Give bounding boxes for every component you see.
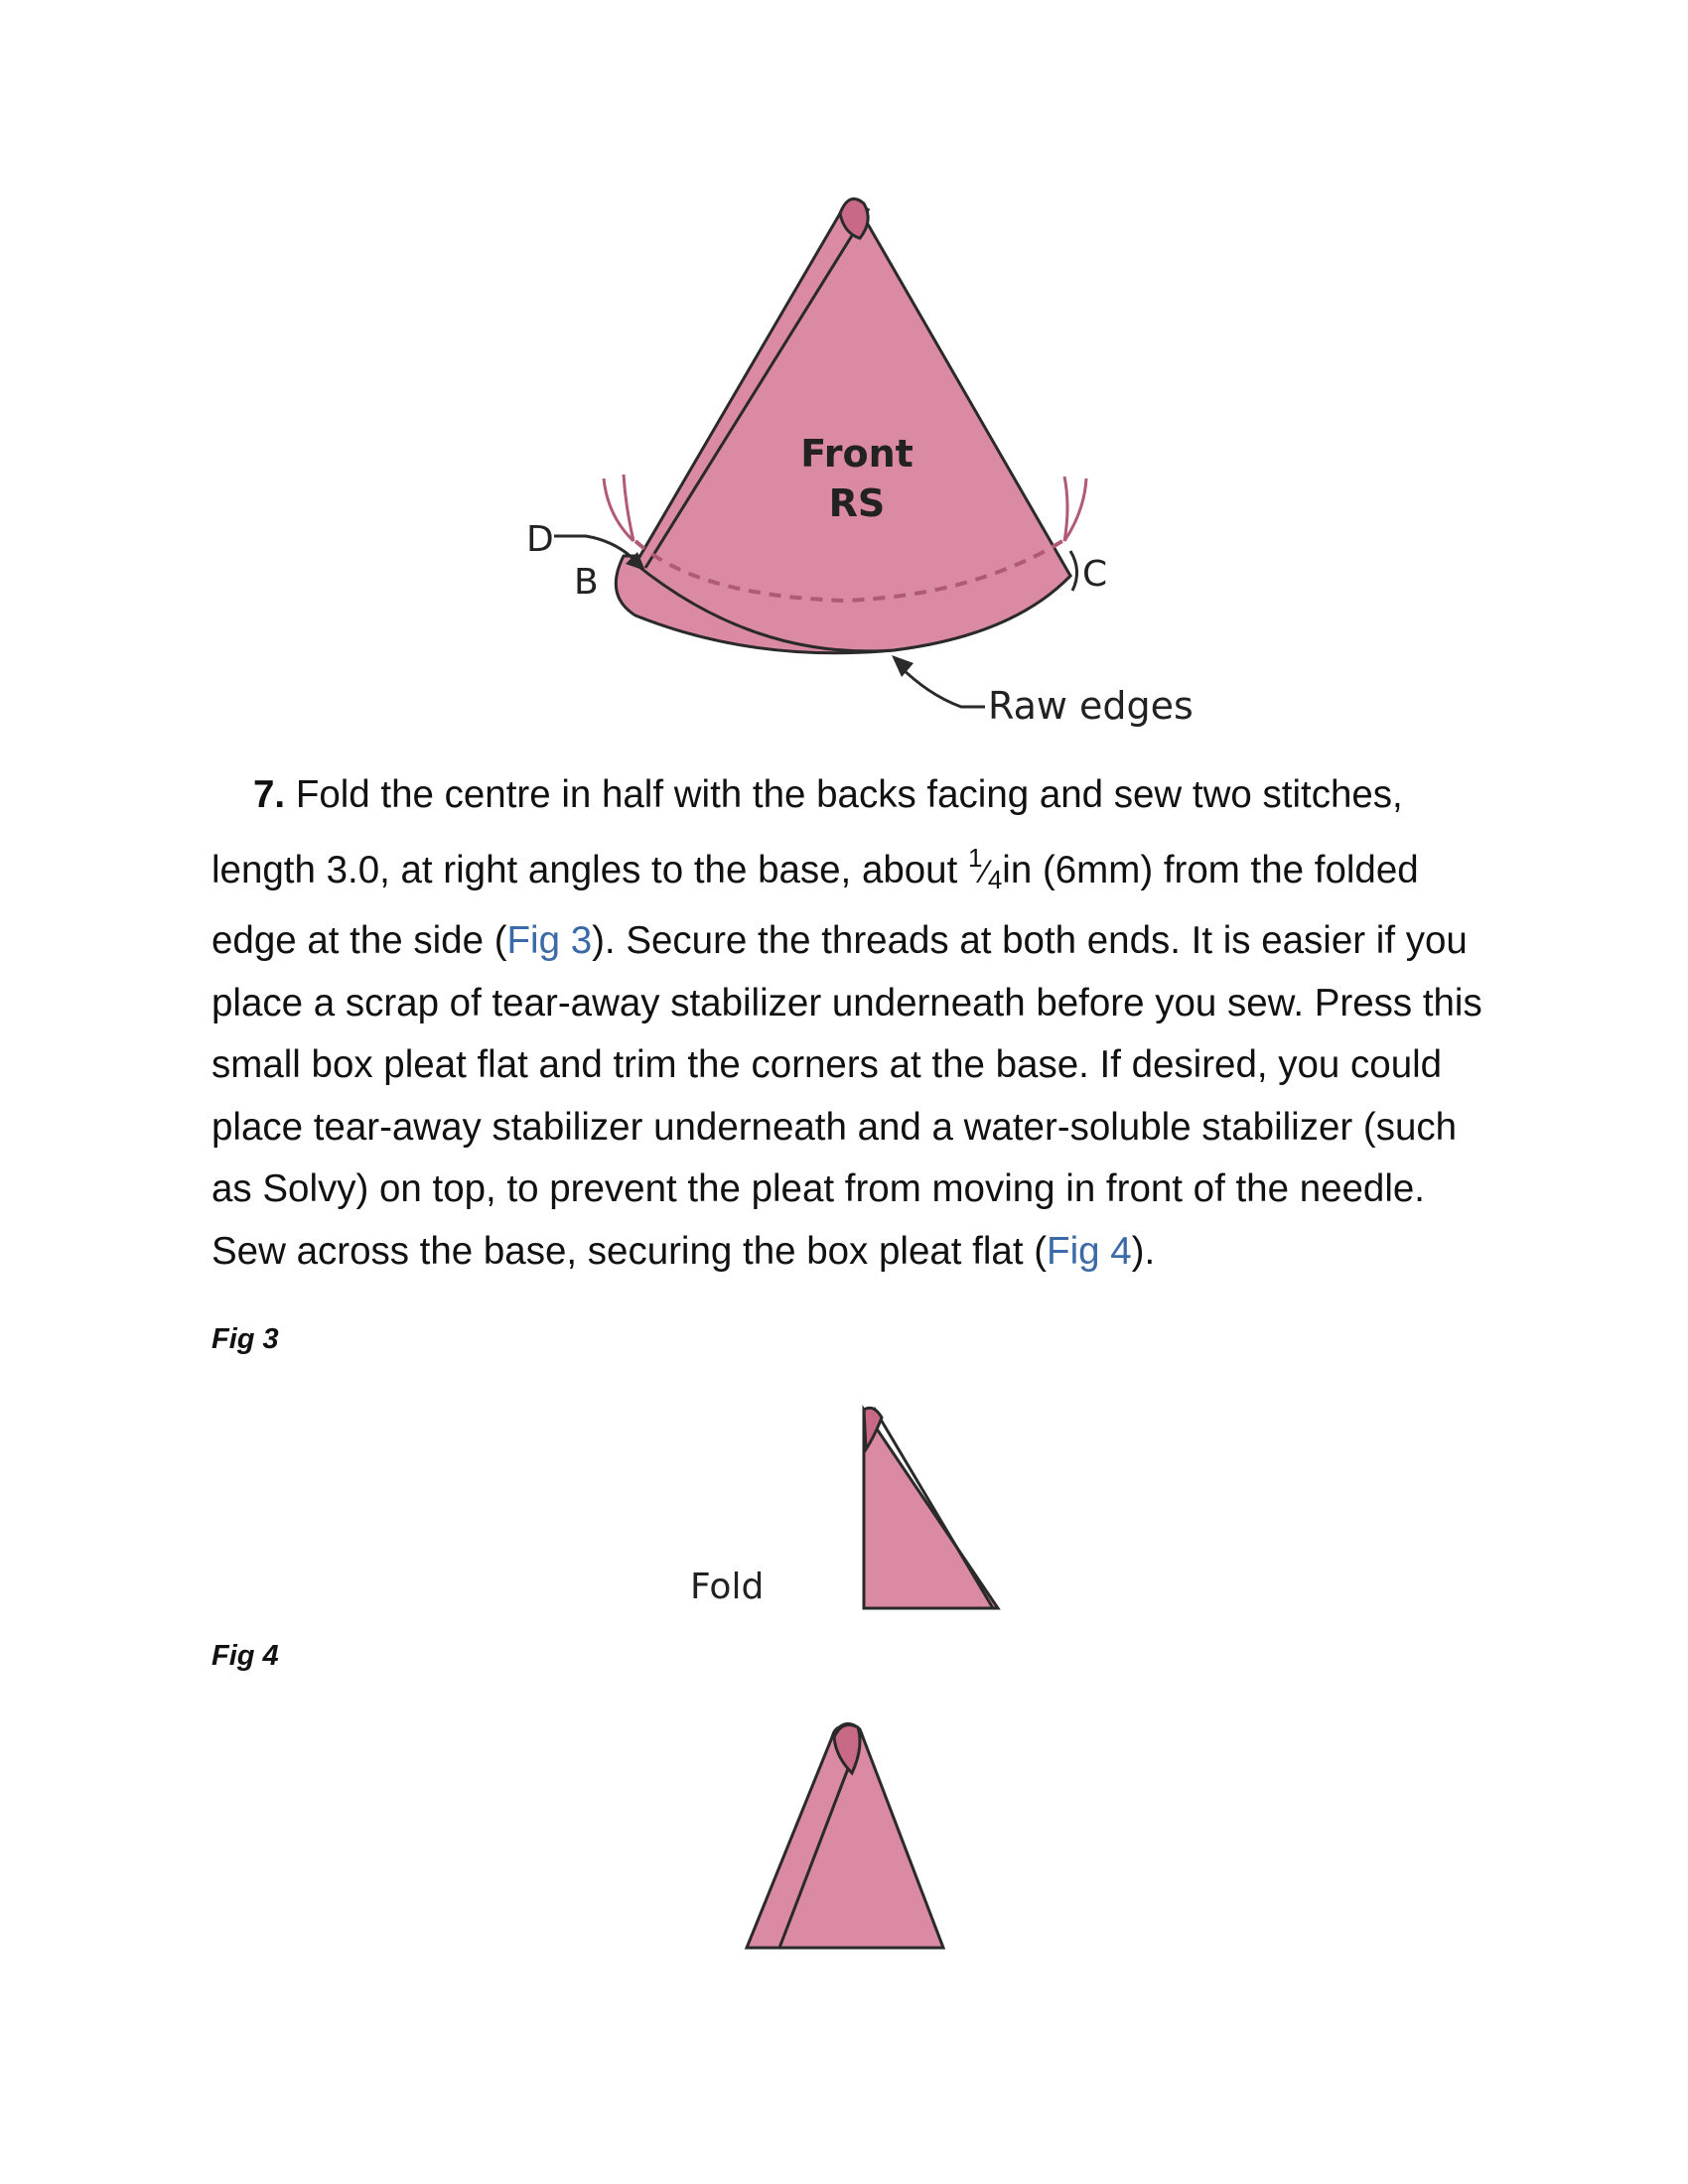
c-bracket bbox=[1070, 551, 1077, 591]
label-raw-edges: Raw edges bbox=[988, 684, 1194, 728]
step-number: 7. bbox=[253, 773, 286, 816]
fig3-pleat-shape bbox=[864, 1410, 998, 1608]
link-fig-3[interactable]: Fig 3 bbox=[506, 919, 593, 962]
label-b: B bbox=[574, 562, 599, 603]
fig-4-caption: Fig 4 bbox=[211, 1640, 279, 1672]
step-text-3: ). Secure the threads at both ends. It is easier if you place a scrap of tear-away stabilizer underneath before you sew. Press this small box pleat flat and trim the corners at the base. If desired, you could place tear-away stabilizer underneath and a water-soluble stabilizer (such as Solvy) on top, to prevent the pleat from moving in front of the needle. Sew across the base, securing the box pleat flat ( bbox=[211, 919, 1482, 1273]
cone-front bbox=[635, 203, 1070, 651]
fig-4-diagram bbox=[0, 1707, 1688, 1956]
raw-edges-arrow bbox=[899, 665, 985, 707]
link-fig-4[interactable]: Fig 4 bbox=[1047, 1229, 1132, 1273]
label-rs: RS bbox=[828, 481, 886, 525]
fig-3-diagram bbox=[0, 1390, 1688, 1618]
label-d: D bbox=[526, 519, 554, 560]
thread-tail-left bbox=[604, 475, 633, 541]
step-text-2: in (6mm) from the folded edge at the side ( bbox=[211, 848, 1419, 962]
raw-edges-arrowhead bbox=[892, 655, 914, 677]
thread-tail-right bbox=[1064, 477, 1086, 541]
step-text-4: ). bbox=[1131, 1229, 1156, 1273]
fig-3-caption: Fig 3 bbox=[211, 1323, 279, 1355]
step-text-1: Fold the centre in half with the backs facing and sew two stitches, length 3.0, at right angles to the base, about bbox=[211, 773, 1403, 891]
label-fold: Fold bbox=[690, 1567, 765, 1607]
step-paragraph bbox=[211, 764, 1502, 1283]
fraction-quarter: $^1⁄_4$ bbox=[968, 842, 1003, 894]
label-c: C bbox=[1082, 554, 1108, 595]
cone-diagram bbox=[0, 0, 1688, 774]
label-front: Front bbox=[800, 432, 914, 476]
